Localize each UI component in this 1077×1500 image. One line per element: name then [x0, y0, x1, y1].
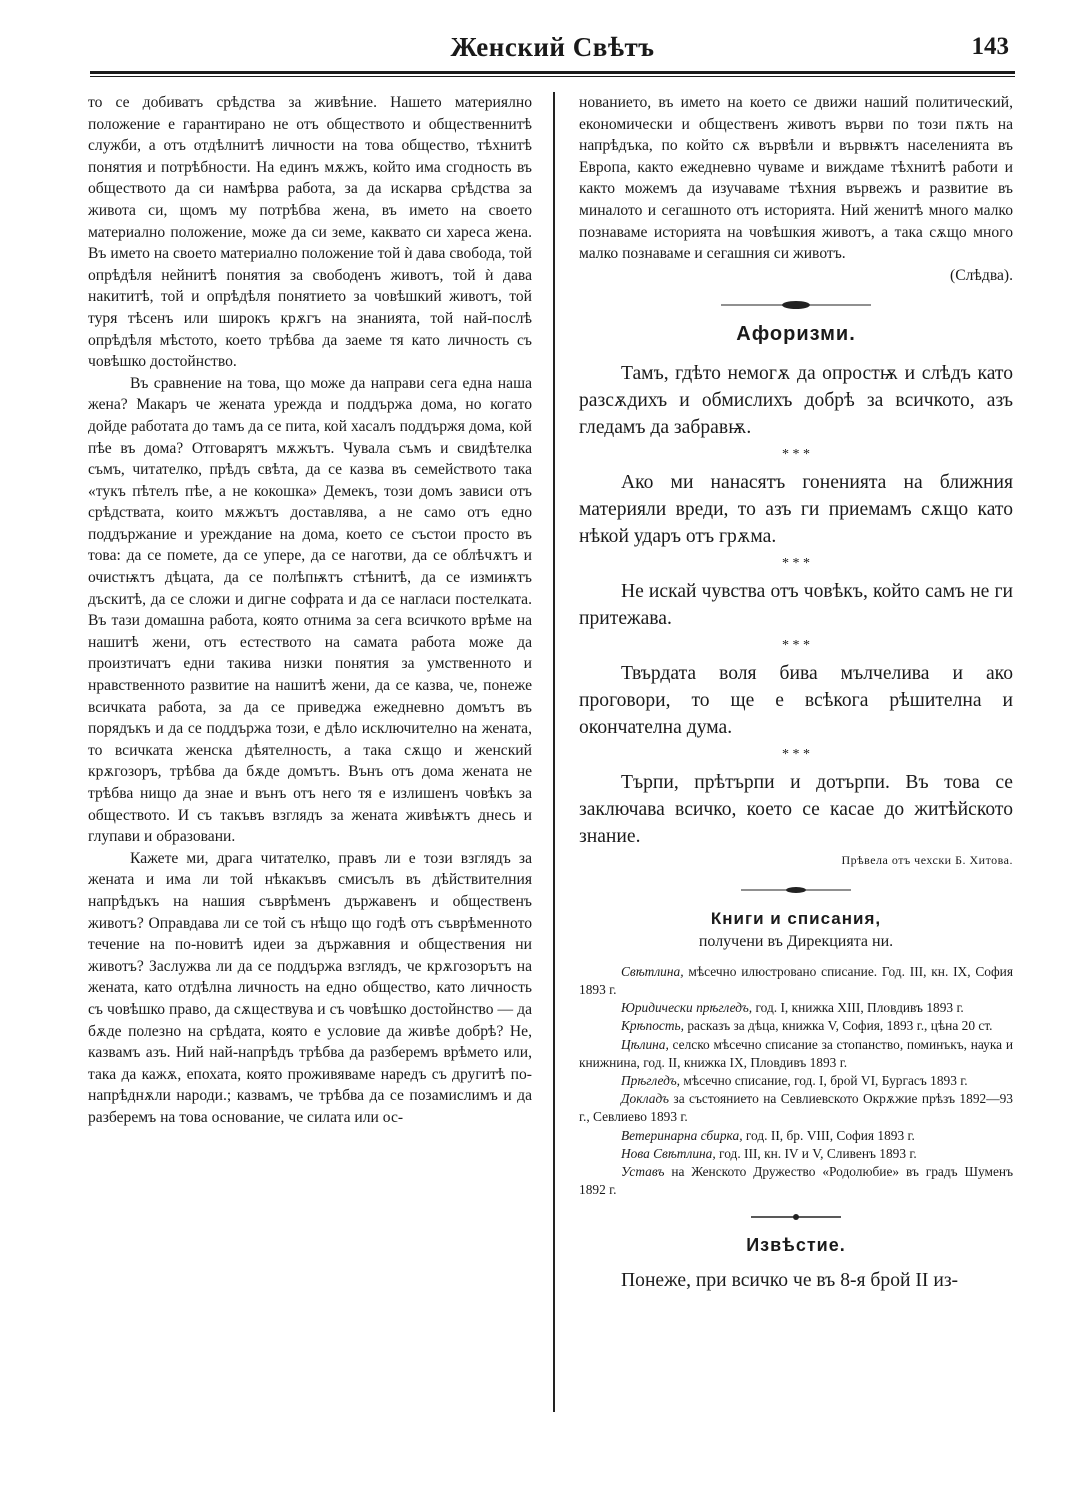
aphorism: Ако ми нанасятъ гоненията на ближния материяли вреди, то азъ ги приемамъ сѫщо като нѣкой ударъ отъ грѫма.	[579, 471, 1013, 547]
book-details: селско мѣсечно списание за стопанство, поминъкъ, наука и книжнина, год. II, книжка IX, Пловдивъ 1893 г.	[579, 1036, 1013, 1070]
book-entry	[579, 1017, 1013, 1035]
book-title: Крѣпость,	[621, 1018, 684, 1034]
article-paragraph: Кажете ми, драга читателко, правъ ли е този взглядъ за жената и има ли той нѣкакъвъ смисълъ въ дѣйствителния напрѣдъкъ на нашия съврѣменъ държавенъ и общественъ животъ? Оправдава ли се той съ нѣщо що годѣ отъ съврѣменното течение на по-новитѣ идеи за държавния и обществения ни животъ? Заслужва ли да се поддържа взглядъ, че крѫгозорътъ на жената, като отдѣлна личность на едно общество, като личность съ човѣшко право, да сѫществува и съ човѣшко достойнство — да бѫде полезно на срѣдата, която е условие да живѣе добрѣ? Не, казвамъ азъ. Ний най-напрѣдъ трѣбва да разберемъ врѣмето или, така да кажѫ, епохата, която проживяваме наредъ съ другитѣ по-напрѣднѫли народи.; казвамъ, че трѣбва да се позамислимъ и да разберемъ на това основание, че силата или ос-	[88, 849, 532, 1126]
aphorism: Не искай чувства отъ човѣкъ, който самъ не ги притежава.	[579, 580, 1013, 629]
book-details: на Женското Дружество «Родолюбие» въ градъ Шуменъ 1892 г.	[579, 1163, 1013, 1198]
book-title: Докладъ	[621, 1091, 669, 1107]
book-title: Цѣлина,	[621, 1036, 669, 1052]
aphorism: Тамъ, гдѣто немогѫ да опростѭ и слѣдъ като разсѫдихъ и обмислихъ добрѣ за всичкото, азъ гледамъ да забравѭ.	[579, 362, 1013, 438]
column-divider	[553, 92, 555, 1412]
page-header	[90, 30, 1015, 70]
book-entry	[579, 1072, 1013, 1090]
book-details: год. III, кн. IV и V, Сливенъ 1893 г.	[715, 1145, 917, 1161]
ornament-divider	[741, 886, 851, 894]
article-paragraph: Въ сравнение на това, що може да направи сега една наша жена? Макаръ че жената урежда и поддържа дома, но когато дойде работата до тамъ да се пита, кой хасалъ поддържя дома, кой пѣе въ дома? Отговарятъ мѫжътъ. Чувала съмъ и свидѣтелка съмъ, читателко, прѣдъ свѣта, да се казва въ семейството така «тукъ пѣтелъ пѣе, а не кокошка» Демекъ, този домъ зависи отъ срѣдствата, които мѫжътъ доставлява, а не само отъ едно поддържание и уреждание на дома, което се състои просто въ това: да се помете, да се упере, да се наготви, да се облѣчѫтъ и очистѭтъ дѣцата, да се полѣпѭтъ стѣнитѣ, да се измиѭтъ дъскитѣ, да се сложи и дигне софрата и да се нагласи постелката. Въ тази домашна работа, която отнима за сега всичкото врѣме на нашитѣ жени, отъ естеството на самата работа може да произтичатъ едни такива низки понятия за умственното и нравственното развитие на нашитѣ жени, да се казва, че, понеже всичката работа, за да се приведжа ежедневно домътъ въ порядъкъ и да се поддържа този, е дѣло исключително на жената, то всичката женска дѣятелность, а така сѫщо и женский крѫгозоръ, трѣбва да бѫде домътъ. Вънъ отъ дома жената не трѣбва нищо да знае и вънъ отъ него тя е излишенъ човѣкъ за обществото. И съ такъвъ взглядъ за жената живѣѭтъ днесь и глупави и образовани.	[88, 374, 532, 846]
ornament-divider	[751, 1213, 841, 1221]
book-entry	[579, 999, 1013, 1017]
book-title: Прѣгледъ,	[621, 1072, 681, 1088]
book-title: Свѣтлина,	[621, 963, 684, 979]
to-be-continued: (Слѣдва).	[950, 266, 1013, 284]
left-column	[88, 92, 532, 1129]
stars-separator: * * *	[782, 746, 810, 762]
stars-separator: * * *	[782, 446, 810, 462]
books-title: Книги и списания,	[710, 908, 882, 928]
book-details: год. II, бр. VIII, София 1893 г.	[742, 1127, 915, 1143]
journal-title: Женский Свѣтъ	[450, 32, 655, 62]
book-title: Уставъ	[621, 1163, 665, 1179]
aphorisms-title: Афоризми.	[736, 323, 856, 346]
stars-separator: * * *	[782, 637, 810, 653]
book-details: мѣсечно списание, год. I, брой VI, Бургасъ 1893 г.	[680, 1072, 968, 1088]
book-details: год. I, книжка XIII, Пловдивъ 1893 г.	[752, 1000, 964, 1016]
book-details: мѣсечно илюстровано списание. Год. III, кн. IX, София 1893 г.	[579, 963, 1013, 997]
notice-text: Понеже, при всичко че въ 8-я брой II из-	[621, 1269, 959, 1291]
book-entry	[579, 963, 1013, 999]
book-details: расказъ за дѣца, книжка V, София, 1893 г., цѣна 20 ст.	[683, 1018, 993, 1034]
book-title: Нова Свѣтлина,	[621, 1145, 716, 1161]
notice-title: Извѣстие.	[746, 1235, 846, 1256]
right-column	[579, 92, 1013, 1294]
book-entry	[579, 1145, 1013, 1163]
books-subtitle: получени въ Дирекцията ни.	[698, 933, 894, 951]
stars-separator: * * *	[782, 555, 810, 571]
book-entry	[579, 1090, 1013, 1126]
header-rule-thin	[90, 76, 1015, 77]
header-rule	[90, 71, 1015, 74]
page-number: 143	[971, 33, 1009, 60]
book-title: Ветеринарна сбирка,	[621, 1127, 743, 1143]
translator-credit: Прѣвела отъ чехски Б. Хитова.	[841, 852, 1013, 867]
book-entry	[579, 1036, 1013, 1072]
article-continuation: нованието, въ името на което се движи наший политический, економически и общественъ животъ върви по този пѫть на напрѣдъка, по който сѫ вървѣли и вървѭтъ населенията въ Европа, както ежедневно чуваме и виждаме тѣхнитѣ работи и както можемъ да изучаваме тѣхния вървежъ и развитие въ миналото и сегашното отъ историята. Ний женитѣ много малко познаваме историята на човѣшкия животъ, а така сѫщо много малко познаваме и сегашния си животъ.	[579, 94, 1013, 263]
article-paragraph: то се добиватъ срѣдства за живѣние. Нашето материялно положение е гарантирано не отъ обществото и общественнитѣ служби, а отъ отдѣлнитѣ личности на това общество, тѣхнитѣ понятия и потрѣбности. На единъ мѫжъ, който има сгодность въ обществото да си намѣрва работа, за да искарва срѣдства за живота си, щомъ му потрѣбва жена, въ името на своето материално положение, може да си земе, каквато си хареса жена. Въ името на своето материално положение той ѝ дава свобода, той опрѣдѣля нейнитѣ понятия за свободенъ животъ, той ѝ дава накититѣ, той и опрѣдѣля понятието за човѣшкий животъ, той туря тѣсенъ или широкъ крѫгъ на знанията, той най-послѣ опрѣдѣля мѣстото, което трѣбва да заеме тя като личность съ човѣшко достойнство.	[88, 94, 532, 371]
book-title: Юридически прѣгледъ,	[621, 1000, 753, 1016]
aphorism: Твърдата воля бива мълчелива и ако проговори, то ще е всѣкога рѣшителна и окончателна дума.	[579, 662, 1013, 738]
aphorism: Търпи, прѣтърпи и дотърпи. Въ това се заключава всичко, което се касае до житѣйското знание.	[579, 771, 1013, 847]
book-entry	[579, 1163, 1013, 1199]
book-entry	[579, 1127, 1013, 1145]
book-details: за състоянието на Севлиевското Окрѫжие прѣзъ 1892—93 г., Севлиево 1893 г.	[579, 1091, 1013, 1125]
ornament-divider	[721, 300, 871, 310]
